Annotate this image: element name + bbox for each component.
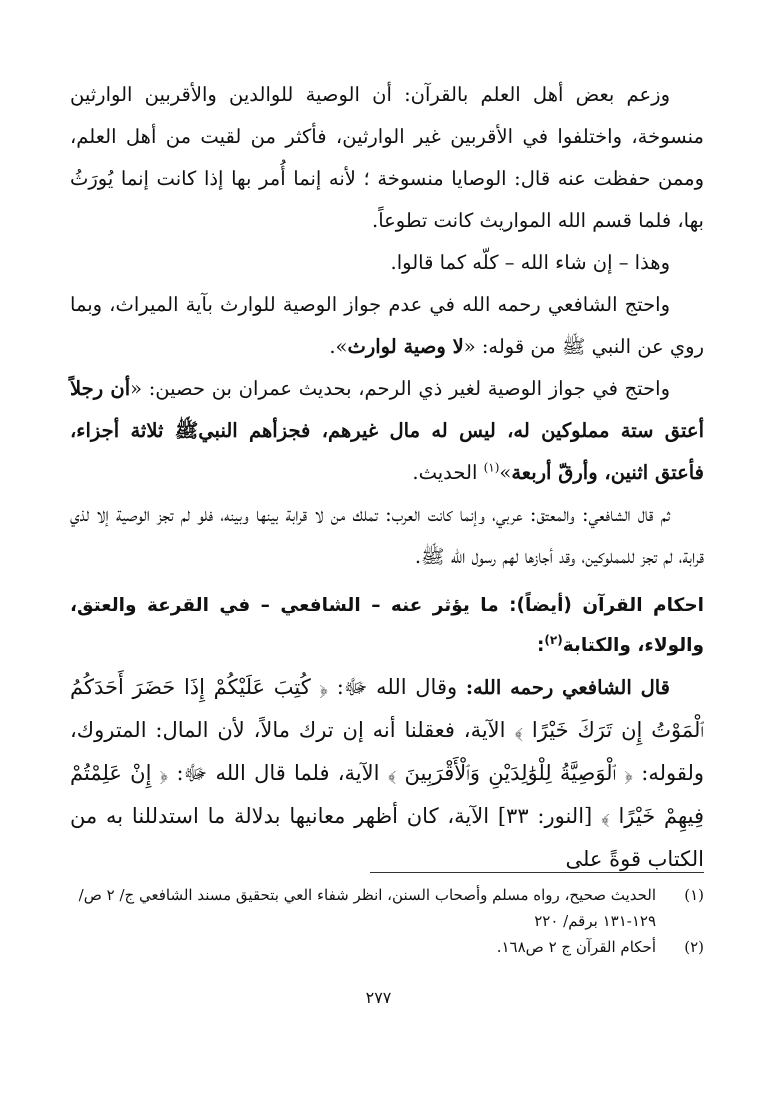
paragraph-5: ثم قال الشافعي: والمعتق: عربي، وإنما كانت العرب: تملك من لا قرابة بينها وبينه، فلو لم تجز الوصية إلا لذي قرابة، لم تجز للمملوكين، وقد أجازها لهم رسول الله ﷺ. — [70, 503, 704, 568]
footnote-2 — [70, 934, 704, 960]
paragraph-4-end: الحديث. — [412, 461, 484, 484]
speaker-label: قال الشافعي رحمه الله: — [465, 676, 670, 699]
footnote-number: (١) — [684, 886, 704, 904]
section-heading-end: : — [536, 635, 545, 656]
footnote-ref-1[interactable]: (١) — [483, 460, 500, 475]
footnote-text: أحكام القرآن ج ٢ ص١٦٨. — [496, 938, 656, 956]
page-body — [70, 74, 704, 881]
footnotes — [70, 882, 704, 960]
paragraph-6-text: وقال الله ﷻ: ﴿ كُتِبَ عَلَيْكُمْ إِذَا حَضَرَ أَحَدَكُمُ ٱلْمَوْتُ إِن تَرَكَ خَيْرًا ﴾ الآية، فعقلنا أنه إن ترك مالاً، لأن المال: المتروك، ولقوله: ﴿ ٱلْوَصِيَّةُ لِلْوَٰلِدَيْنِ وَٱلْأَقْرَبِينَ ﴾ الآية، فلما قال الله ﷻ: ﴿ إِنْ عَلِمْتُمْ فِيهِمْ خَيْرًا ﴾ [النور: ٣٣] الآية، كان أظهر معانيها بدلالة ما استدللنا به من الكتاب قوةً على — [70, 675, 705, 871]
hadith-quote-1: لا وصية لوارث — [347, 335, 464, 358]
footnote-number: (٢) — [684, 938, 704, 956]
paragraph-3 — [70, 284, 704, 368]
section-heading-text: احكام القرآن (أيضاً): ما يؤثر عنه – الشافعي – في القرعة والعتق، والولاء، والكتابة — [70, 595, 704, 656]
paragraph-3-end: ». — [329, 335, 348, 358]
paragraph-4 — [70, 368, 704, 494]
paragraph-1: وزعم بعض أهل العلم بالقرآن: أن الوصية للوالدين والأقربين الوارثين منسوخة، واختلفوا في الأقربين غير الوارثين، فأكثر من لقيت من أهل العلم، وممن حفظت عنه قال: الوصايا منسوخة ؛ لأنه إنما أُمر بها إذا كانت إنما يُورَثُ بها، فلما قسم الله المواريث كانت تطوعاً. — [70, 83, 704, 232]
paragraph-4-text: واحتج في جواز الوصية لغير ذي الرحم، بحديث عمران بن حصين: « — [130, 377, 670, 400]
page-number: ٢٧٧ — [365, 988, 392, 1007]
paragraph-6 — [70, 666, 704, 881]
hadith-quote-2: أن رجلاً أعتق ستة مملوكين له، ليس له مال غيرهم، فجزأهم النبيﷺ ثلاثة أجزاء، فأعتق اثنين، وأرقّ أربعة — [70, 377, 704, 484]
quote-close: » — [499, 461, 512, 484]
paragraph-3-text: واحتج الشافعي رحمه الله في عدم جواز الوصية للوارث بآية الميراث، وبما روي عن النبي ﷺ من قوله: « — [70, 293, 704, 358]
footnote-text: الحديث صحيح، رواه مسلم وأصحاب السنن، انظر شفاء العي بتحقيق مسند الشافعي ج/ ٢ ص/١٢٩-١٣١ برقم/ ٢٢٠ — [78, 886, 656, 930]
section-heading — [70, 586, 704, 666]
footnote-divider — [370, 872, 704, 873]
footnote-1 — [70, 882, 704, 934]
paragraph-2: وهذا – إن شاء الله – كلّه كما قالوا. — [390, 251, 670, 274]
footnote-ref-2[interactable]: (٢) — [544, 632, 563, 647]
